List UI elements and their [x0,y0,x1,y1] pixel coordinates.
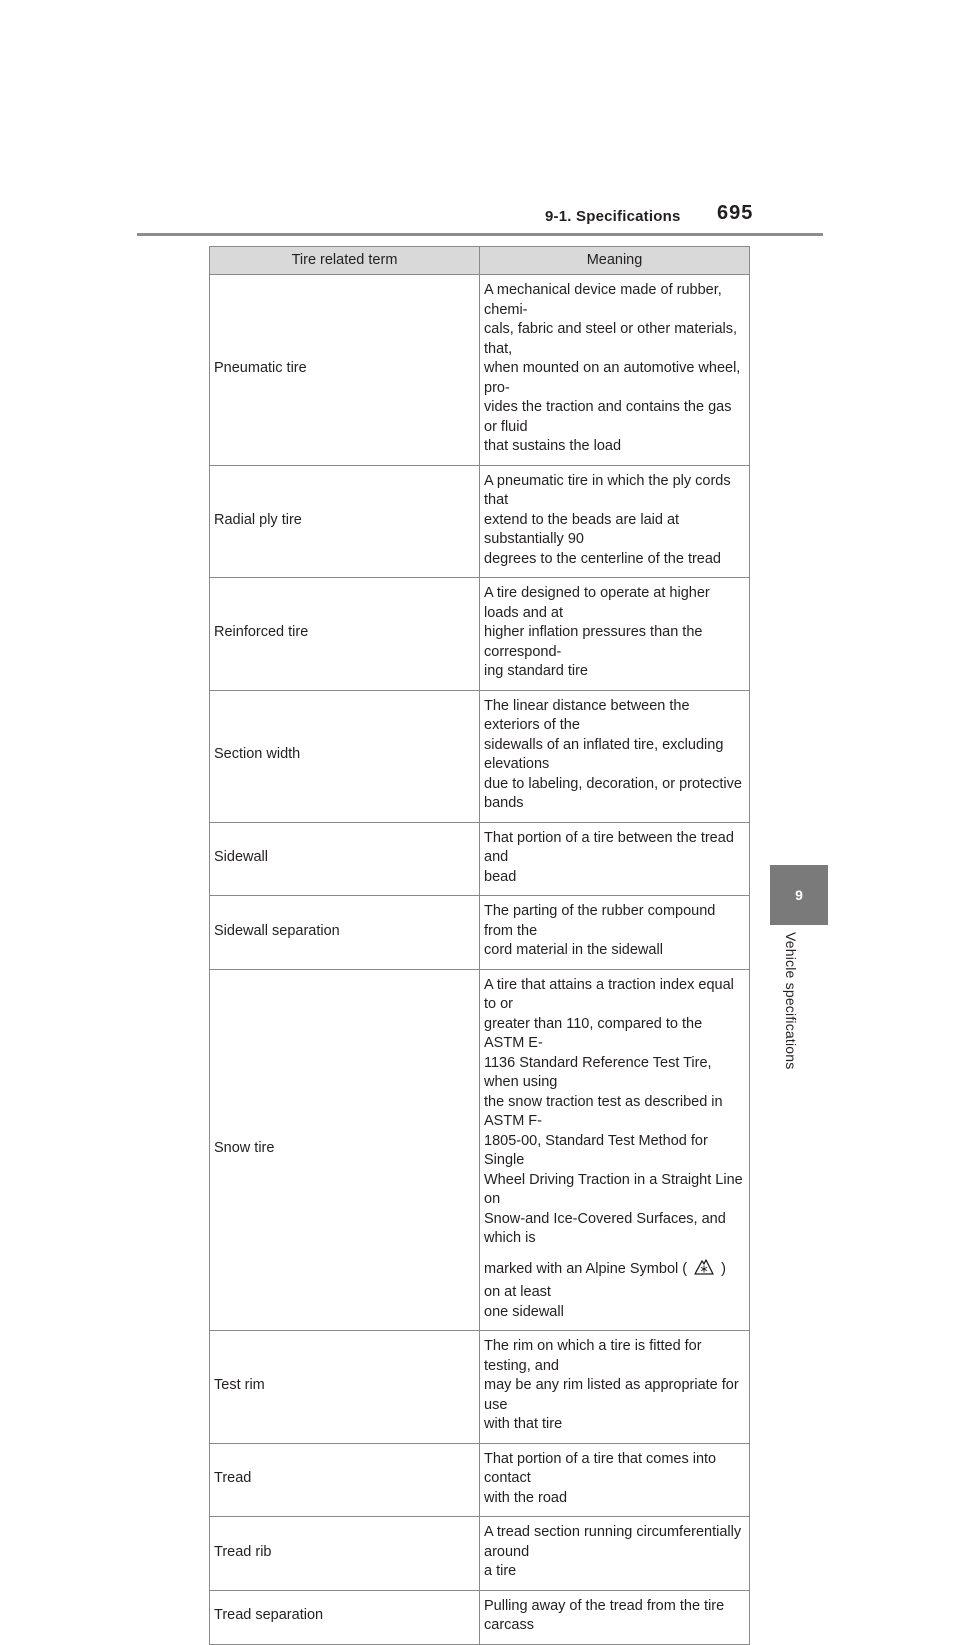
table-header-row [210,247,750,275]
term-cell: Sidewall separation [210,896,480,970]
section-title: 9-1. Specifications [545,208,681,225]
table-row [210,822,750,896]
meaning-text-after-icon: ) on at least [484,1260,726,1300]
table-row [210,578,750,691]
meaning-line: sidewalls of an inflated tire, excluding elevations [484,736,724,772]
column-header-term: Tire related term [210,247,480,275]
table-row [210,275,750,466]
meaning-line: A tread section running circumferentially around [484,1524,742,1560]
meaning-line: A tire designed to operate at higher loads and at [484,585,710,621]
chapter-title: Vehicle specifications [783,932,799,1070]
alpine-symbol-icon [693,1255,715,1284]
meaning-line: cals, fabric and steel or other materials, that, [484,321,738,357]
meaning-line: due to labeling, decoration, or protective bands [484,775,742,811]
page-number: 695 [717,202,754,224]
meaning-line: with the road [484,1489,568,1506]
meaning-cell [480,1590,750,1644]
meaning-line: may be any rim listed as appropriate for use [484,1377,739,1413]
meaning-cell [480,578,750,691]
term-cell: Tread separation [210,1590,480,1644]
meaning-line: higher inflation pressures than the correspond- [484,624,703,660]
meaning-line: with that tire [484,1416,563,1432]
term-cell: Tread rib [210,1517,480,1591]
table-row [210,1590,750,1644]
header-rule [137,233,823,236]
meaning-line: The parting of the rubber compound from the [484,903,716,939]
meaning-line: A tire that attains a traction index equal to or [484,976,734,1012]
chapter-number: 9 [795,887,803,903]
term-cell: Test rim [210,1331,480,1444]
meaning-line: when mounted on an automotive wheel, pro- [484,360,741,396]
meaning-line: vides the traction and contains the gas or fluid [484,399,732,435]
term-cell: Snow tire [210,969,480,1331]
meaning-line: That portion of a tire between the tread and [484,829,734,865]
table-row [210,1517,750,1591]
meaning-line: 1136 Standard Reference Test Tire, when using [484,1054,712,1090]
meaning-line: The rim on which a tire is fitted for testing, and [484,1338,702,1374]
meaning-line: one sidewall [484,1303,564,1320]
table-row [210,1331,750,1444]
meaning-line: Snow-and Ice-Covered Surfaces, and which is [484,1210,726,1246]
table-row [210,690,750,822]
meaning-text-before-icon: marked with an Alpine Symbol ( [484,1260,688,1277]
meaning-cell [480,465,750,578]
meaning-line: That portion of a tire that comes into contact [484,1450,717,1486]
term-cell: Reinforced tire [210,578,480,691]
meaning-line: greater than 110, compared to the ASTM E- [484,1015,703,1051]
meaning-line: A mechanical device made of rubber, chemi- [484,282,722,318]
meaning-line: extend to the beads are laid at substantially 90 [484,511,680,547]
meaning-cell [480,1443,750,1517]
meaning-line: that sustains the load [484,438,622,454]
meaning-line: Wheel Driving Traction in a Straight Line on [484,1171,743,1207]
meaning-line: cord material in the sidewall [484,942,663,958]
term-cell: Pneumatic tire [210,275,480,466]
meaning-cell [480,1331,750,1444]
meaning-line: the snow traction test as described in ASTM F- [484,1093,723,1129]
table-row [210,465,750,578]
meaning-line: Pulling away of the tread from the tire carcass [484,1597,725,1633]
table-body [210,275,750,1645]
meaning-cell [480,896,750,970]
meaning-line: ing standard tire [484,663,588,679]
meaning-cell [480,1517,750,1591]
column-header-meaning: Meaning [480,247,750,275]
term-cell: Tread [210,1443,480,1517]
table-row [210,969,750,1331]
term-cell: Section width [210,690,480,822]
table-row [210,896,750,970]
meaning-line: degrees to the centerline of the tread [484,550,721,567]
term-cell: Radial ply tire [210,465,480,578]
meaning-line: bead [484,868,517,885]
meaning-line: 1805-00, Standard Test Method for Single [484,1132,708,1168]
meaning-line: a tire [484,1563,517,1579]
tire-terms-table [209,246,750,1645]
term-cell: Sidewall [210,822,480,896]
table-row [210,1443,750,1517]
meaning-cell [480,969,750,1331]
meaning-cell [480,275,750,466]
meaning-cell [480,690,750,822]
meaning-line-with-icon [484,1255,745,1303]
chapter-tab [770,865,828,925]
meaning-cell [480,822,750,896]
meaning-line: The linear distance between the exteriors of the [484,697,690,733]
meaning-line: A pneumatic tire in which the ply cords that [484,472,731,508]
